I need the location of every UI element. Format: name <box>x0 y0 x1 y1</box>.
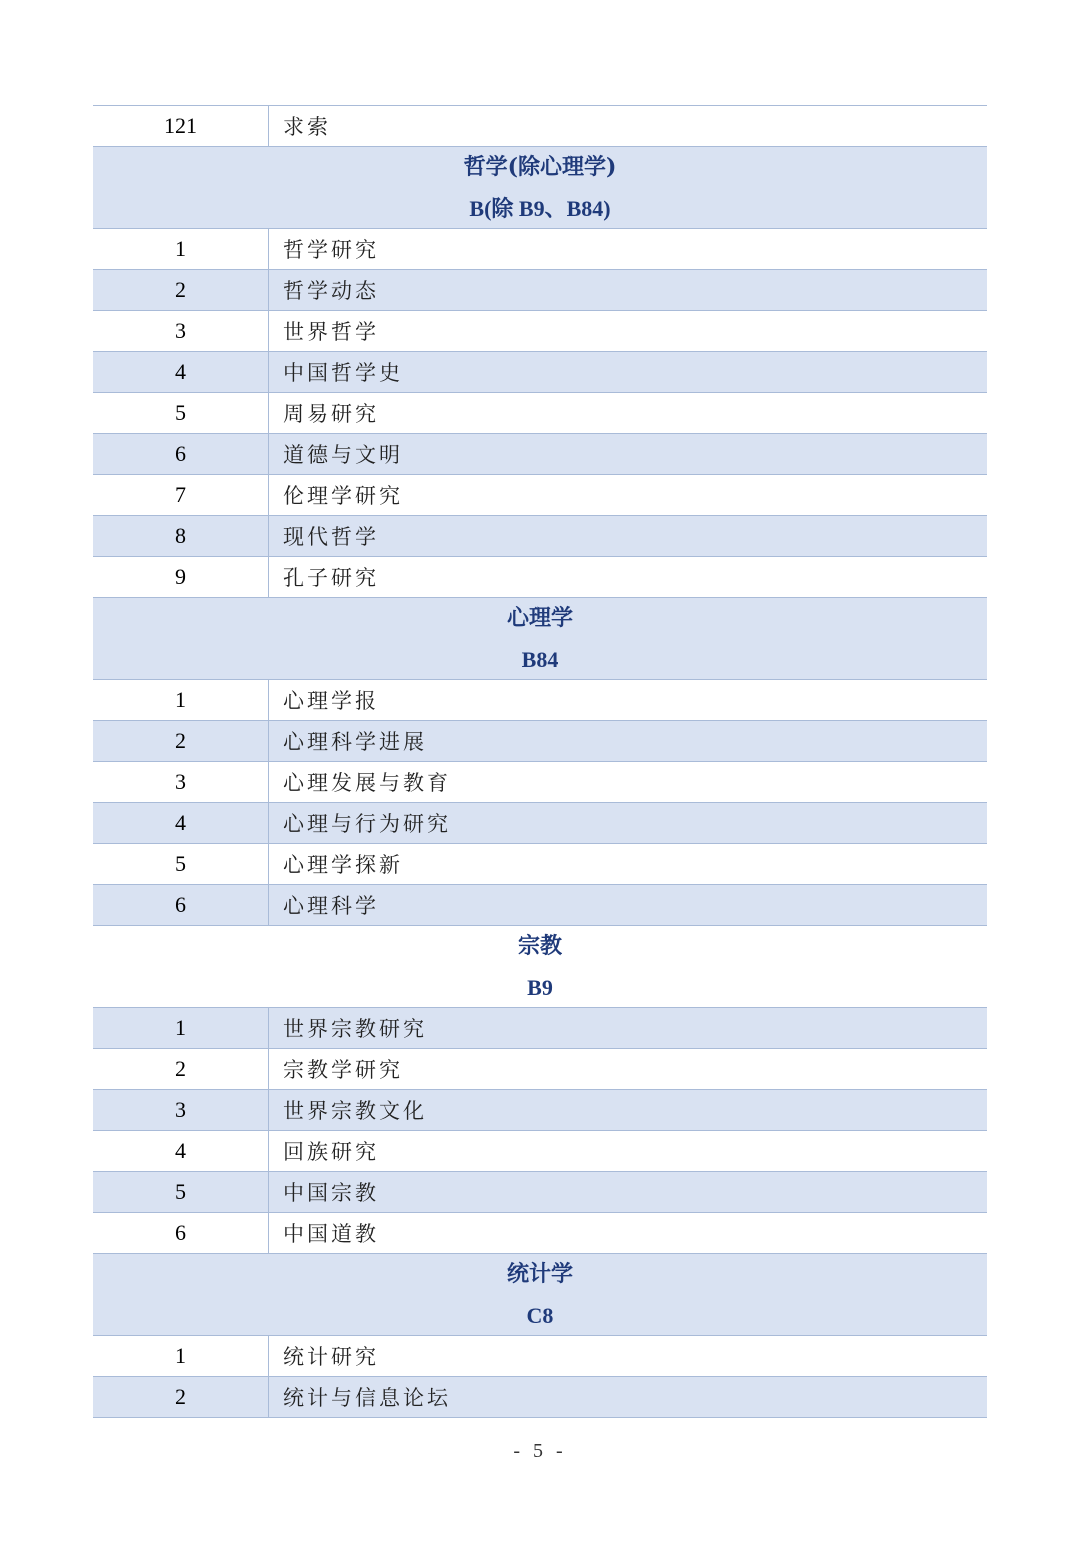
journal-name: 中国道教 <box>283 1222 379 1246</box>
table-row <box>93 352 987 393</box>
section-title: 宗教 <box>517 932 562 959</box>
table-row <box>93 1049 987 1090</box>
journal-name: 道德与文明 <box>283 443 403 467</box>
journal-name: 心理科学进展 <box>283 730 427 754</box>
row-number: 2 <box>93 1049 269 1089</box>
table-row <box>93 393 987 434</box>
table-row <box>93 844 987 885</box>
table-row <box>93 885 987 926</box>
journal-name: 心理发展与教育 <box>283 771 451 795</box>
table-row <box>93 680 987 721</box>
journal-name: 回族研究 <box>283 1140 379 1164</box>
table-row <box>93 1377 987 1418</box>
row-number: 4 <box>93 352 269 392</box>
table-row <box>93 434 987 475</box>
section-header-psychology <box>93 598 987 680</box>
section-title: 心理学 <box>506 604 573 631</box>
row-number: 3 <box>93 311 269 351</box>
section-code: B(除 B9、B84) <box>469 195 611 221</box>
row-number: 1 <box>93 680 269 720</box>
table-row <box>93 106 987 147</box>
table-row <box>93 1131 987 1172</box>
section-title: 统计学 <box>506 1260 573 1287</box>
table-row <box>93 803 987 844</box>
table-row <box>93 762 987 803</box>
journal-name: 宗教学研究 <box>283 1058 403 1082</box>
table-row <box>93 229 987 270</box>
journal-name: 心理与行为研究 <box>283 812 451 836</box>
journal-name: 伦理学研究 <box>283 484 403 508</box>
table-row <box>93 311 987 352</box>
journal-name: 哲学动态 <box>283 279 379 303</box>
table-row <box>93 1172 987 1213</box>
journal-name: 世界哲学 <box>283 320 379 344</box>
section-code: C8 <box>526 1302 554 1328</box>
page-number: - 5 - <box>513 1440 567 1462</box>
row-number: 9 <box>93 557 269 597</box>
table-row <box>93 1336 987 1377</box>
row-number: 5 <box>93 393 269 433</box>
section-header-religion <box>93 926 987 1008</box>
journal-name: 哲学研究 <box>283 238 379 262</box>
row-number: 7 <box>93 475 269 515</box>
journal-name: 世界宗教文化 <box>283 1099 427 1123</box>
journal-name: 孔子研究 <box>283 566 379 590</box>
journal-name: 中国哲学史 <box>283 361 403 385</box>
table-row <box>93 1008 987 1049</box>
row-number: 1 <box>93 1008 269 1048</box>
section-header-statistics <box>93 1254 987 1336</box>
journal-name: 心理科学 <box>283 894 379 918</box>
table-row <box>93 557 987 598</box>
row-number: 2 <box>93 721 269 761</box>
section-title: 哲学(除心理学) <box>463 153 617 180</box>
section-header-philosophy <box>93 147 987 229</box>
journal-name: 求索 <box>283 115 331 139</box>
journal-name: 现代哲学 <box>283 525 379 549</box>
journal-name: 心理学报 <box>283 689 379 713</box>
table-row <box>93 1090 987 1131</box>
section-code: B9 <box>527 974 553 1000</box>
row-number: 3 <box>93 1090 269 1130</box>
row-number: 6 <box>93 1213 269 1253</box>
row-number: 1 <box>93 1336 269 1376</box>
table-row <box>93 475 987 516</box>
row-number: 5 <box>93 844 269 884</box>
table-row <box>93 721 987 762</box>
row-number: 4 <box>93 1131 269 1171</box>
row-number: 4 <box>93 803 269 843</box>
journal-name: 世界宗教研究 <box>283 1017 427 1041</box>
row-number: 6 <box>93 434 269 474</box>
section-code: B84 <box>521 646 559 672</box>
row-number: 121 <box>93 106 269 146</box>
table-row <box>93 1213 987 1254</box>
table-row <box>93 516 987 557</box>
row-number: 1 <box>93 229 269 269</box>
journal-name: 中国宗教 <box>283 1181 379 1205</box>
row-number: 3 <box>93 762 269 802</box>
row-number: 6 <box>93 885 269 925</box>
table-row <box>93 270 987 311</box>
row-number: 2 <box>93 1377 269 1417</box>
row-number: 5 <box>93 1172 269 1212</box>
journal-name: 周易研究 <box>283 402 379 426</box>
row-number: 2 <box>93 270 269 310</box>
row-number: 8 <box>93 516 269 556</box>
journal-name: 统计与信息论坛 <box>283 1386 451 1410</box>
journal-table <box>93 105 987 1418</box>
journal-name: 心理学探新 <box>283 853 403 877</box>
journal-name: 统计研究 <box>283 1345 379 1369</box>
